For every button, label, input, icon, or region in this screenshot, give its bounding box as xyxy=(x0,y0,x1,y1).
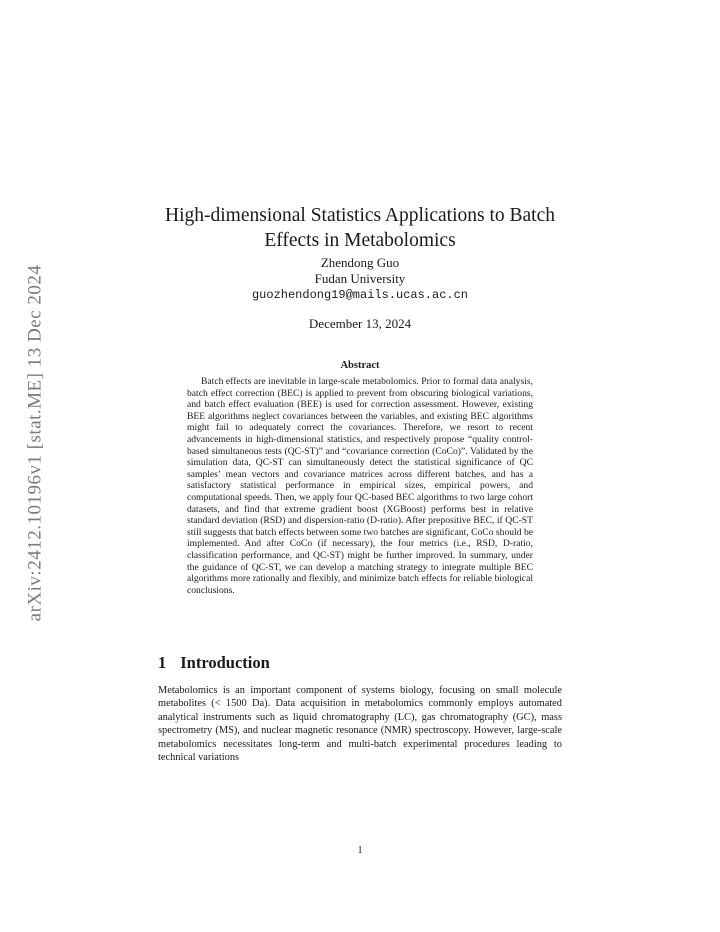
arxiv-identifier-stamp xyxy=(20,240,50,645)
section-number: 1 xyxy=(158,653,167,672)
paper-title: High-dimensional Statistics Applications to Batch Effects in Metabolomics xyxy=(165,205,555,252)
author-name: Zhendong Guo xyxy=(320,255,400,270)
author-affiliation: Fudan University xyxy=(314,271,406,286)
paper-date: December 13, 2024 xyxy=(308,316,412,331)
page-number: 1 xyxy=(357,845,363,856)
introduction-text: Metabolomics is an important component of systems biology, focusing on small molecule metabolites (< 1500 Da). Data acquisition in metabolomics commonly employs automated analytical instruments such as liquid chromatography (LC), gas chromatography (GC), mass spectrometry (MS), and nuclear magnetic resonance (NMR) spectroscopy. However, large-scale metabolomics necessitates long-term and multi-batch experimental procedures leading to technical variations xyxy=(158,685,562,764)
arxiv-identifier-text: arXiv:2412.10196v1 [stat.ME] 13 Dec 2024 xyxy=(24,264,46,621)
abstract-heading: Abstract xyxy=(340,360,380,371)
author-block xyxy=(150,255,570,303)
section-title: Introduction xyxy=(180,653,270,672)
author-email: guozhendong19@mails.ucas.ac.cn xyxy=(251,288,469,302)
abstract-text: Batch effects are inevitable in large-scale metabolomics. Prior to formal data analysis, batch effect correction (BEC) is applied to prevent from obscuring biological variations, and batch effect evaluation (BEE) is used for correction assessment. However, existing BEE algorithms neglect covariances between the variables, and existing BEC algorithms might fail to adequately correct the covariances. Therefore, we resort to recent advancements in high-dimensional statistics, and respectively propose “quality control-based simultaneous tests (QC-ST)” and “covariance correction (CoCo)”. Validated by the simulation data, QC-ST can simultaneously detect the statistical significance of QC samples’ mean vectors and covariance matrices across different batches, and has a satisfactory statistical performance in empirical sizes, empirical powers, and computational speeds. Then, we apply four QC-based BEC algorithms to two large cohort datasets, and find that extreme gradient boost (XGBoost) performs best in relative standard deviation (RSD) and dispersion-ratio (D-ratio). After prepositive BEC, if QC-ST still suggests that batch effects between some two batches are significant, CoCo should be implemented. And after CoCo (if necessary), the four metrics (i.e., RSD, D-ratio, classification performance, and QC-ST) might be further improved. In summary, under the guidance of QC-ST, we can develop a matching strategy to integrate multiple BEC algorithms more rationally and flexibly, and minimize batch effects for reliable biological conclusions. xyxy=(187,376,533,596)
section-heading xyxy=(158,653,270,673)
